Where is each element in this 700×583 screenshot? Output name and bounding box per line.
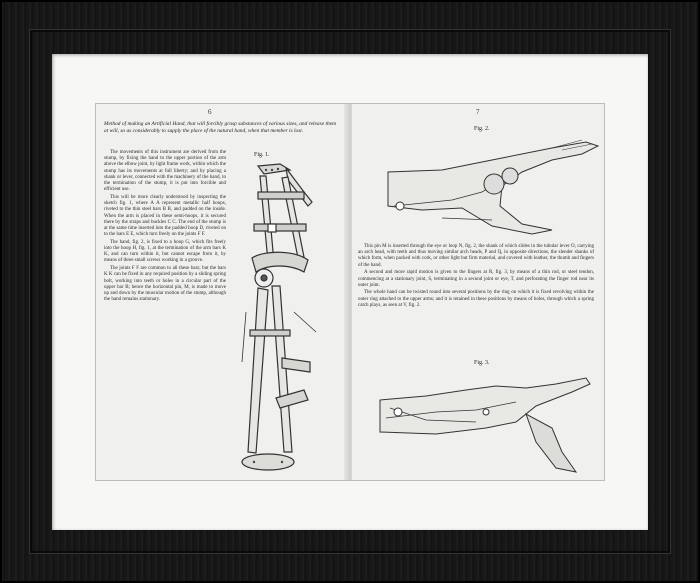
left-page-number: 6 [208, 108, 212, 116]
right-page-number: 7 [476, 108, 480, 116]
left-paragraph: The movements of this instrument are derived from the stump, by fixing the hand to the upper portion of the arm above the elbow joint, by light frame work, within which the stump has its movements at full liberty; and by placing a shank or lever, connected with the machinery of the hand, to the termination of the stump, it is put into forcible and efficient use. [104, 150, 226, 193]
fig3-caption: Fig. 3. [474, 360, 490, 366]
left-page-body [104, 150, 226, 305]
left-paragraph: The hand, fig. 2, is fixed to a hoop G, which fits freely into the hoop H, fig. 1, at the termination of the arm bars K K, and can turn within it, but cannot escape from it, by means of three small screws working in a groove. [104, 239, 226, 264]
fig3-hand-mechanism-illustration [376, 372, 602, 476]
fig2-caption: Fig. 2. [474, 126, 490, 132]
left-paragraph: The joints F F are common to all these bars; but the bars K K can be fixed in any required position by a sliding spring bolt, working into teeth or holes in a circular part of the upper bar B; hence the horizontal pin, M, is made to move up and down by the muscular motion of the stump, although the hand remains stationary. [104, 266, 226, 303]
left-paragraph: This will be more clearly understood by inspecting the sketch fig. 1, where A A represent metallic half hoops, riveted to the thin steel bars B B, and padded on the inside. When the arm is placed in these semi-hoops, it is secured there by the straps and buckles C C. The end of the stump is at the same time inserted into the padded hoop D, riveted on to the bars E E, which turn freely on the joints F F. [104, 194, 226, 238]
fig1-caption: Fig. 1. [254, 152, 270, 158]
fig2-hand-mechanism-illustration [382, 136, 602, 236]
fig1-artificial-arm-illustration [224, 162, 344, 478]
left-page [96, 104, 348, 480]
right-page [352, 104, 604, 480]
right-paragraph: A second and more rapid motion is given to the fingers at R, fig. 3, by means of a thin rod, or steel tendon, commencing at a stationary joint, S, terminating in a second joint or eye, T, and perforating the finger rod near its outer joint. [358, 270, 594, 288]
left-page-heading: Method of making an Artificial Hand, that will forcibly grasp substances of various sizes, and release them at will, so as considerably to supply the place of the natural hand, when that member is lost. [104, 121, 336, 134]
right-paragraph: The whole hand can be twisted round into several positions by the ring on which it is fixed revolving within the outer ring attached to the upper arms; and it is retained in these positions by means of holes, through which a spring catch plays, as seen at V, fig. 2. [358, 290, 594, 308]
framed-print [96, 104, 604, 480]
right-page-body [358, 244, 594, 311]
right-paragraph: This pin M is inserted through the eye or loop N, fig. 2, the shank of which slides in the tubular lever O, carrying an arch head, with teeth and thus moving similar arch heads, P and Q, in opposite directions, the slender shanks of which form, when packed with cork, or other light but firm material, and covered with leather, the thumb and fingers of the hand. [358, 244, 594, 268]
